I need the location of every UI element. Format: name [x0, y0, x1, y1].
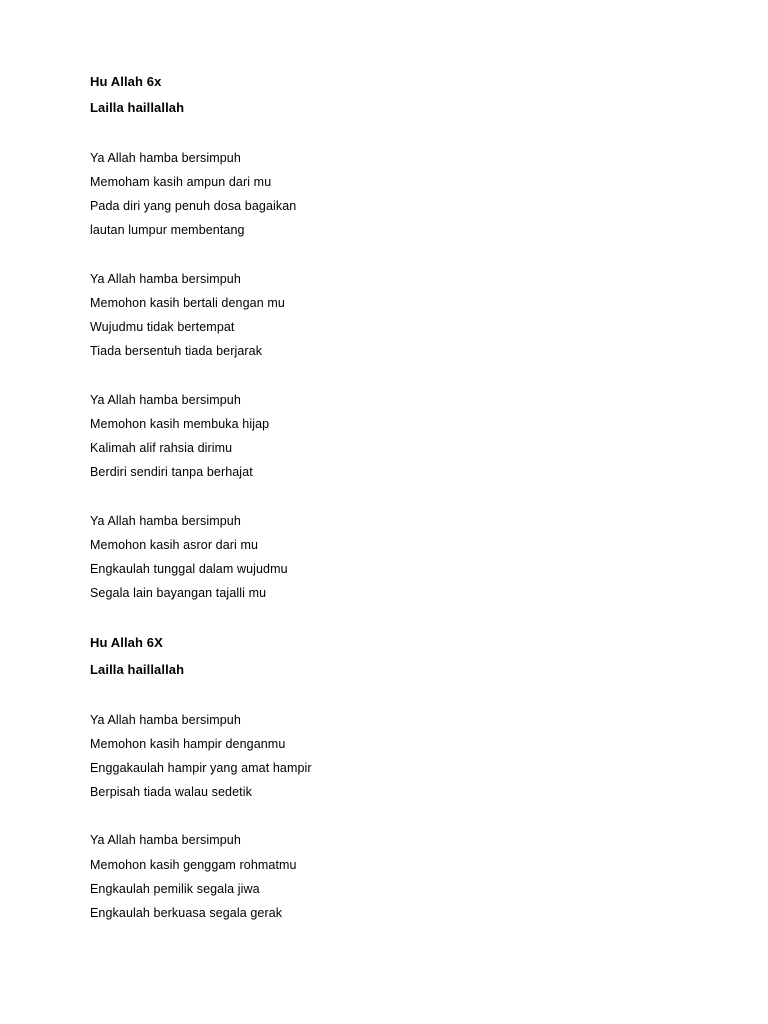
stanza-3-line-3: Kalimah alif rahsia dirimu — [90, 441, 233, 455]
stanza-5-line-2: Memohon kasih hampir denganmu — [90, 737, 286, 751]
stanza-6-line-1: Ya Allah hamba bersimpuh — [90, 833, 241, 847]
section-1-heading-1: Hu Allah 6x — [90, 74, 162, 89]
stanza-5-line-3: Enggakaulah hampir yang amat hampir — [90, 761, 312, 775]
stanza-3-line-4: Berdiri sendiri tanpa berhajat — [90, 465, 253, 479]
stanza-1-line-1: Ya Allah hamba bersimpuh — [90, 151, 241, 165]
stanza-2-line-4: Tiada bersentuh tiada berjarak — [90, 344, 263, 358]
stanza-4-line-3: Engkaulah tunggal dalam wujudmu — [90, 562, 288, 576]
stanza-4-line-2: Memohon kasih asror dari mu — [90, 538, 259, 552]
section-2-heading-2: Lailla haillallah — [90, 662, 185, 677]
section-1-heading-2: Lailla haillallah — [90, 100, 185, 115]
stanza-4-line-1: Ya Allah hamba bersimpuh — [90, 514, 241, 528]
stanza-6-line-3: Engkaulah pemilik segala jiwa — [90, 882, 260, 896]
stanza-6-line-2: Memohon kasih genggam rohmatmu — [90, 858, 297, 872]
stanza-3-line-2: Memohon kasih membuka hijap — [90, 417, 270, 431]
stanza-1-line-3: Pada diri yang penuh dosa bagaikan — [90, 199, 297, 213]
stanza-5-line-1: Ya Allah hamba bersimpuh — [90, 713, 241, 727]
section-2-heading-1: Hu Allah 6X — [90, 635, 163, 650]
stanza-2-line-2: Memohon kasih bertali dengan mu — [90, 296, 285, 310]
stanza-6-line-4: Engkaulah berkuasa segala gerak — [90, 906, 283, 920]
stanza-2-line-3: Wujudmu tidak bertempat — [90, 320, 235, 334]
stanza-1-line-2: Memoham kasih ampun dari mu — [90, 175, 272, 189]
stanza-2-line-1: Ya Allah hamba bersimpuh — [90, 272, 241, 286]
stanza-5-line-4: Berpisah tiada walau sedetik — [90, 785, 252, 799]
stanza-1-line-4: lautan lumpur membentang — [90, 223, 245, 237]
stanza-4-line-4: Segala lain bayangan tajalli mu — [90, 586, 267, 600]
stanza-3-line-1: Ya Allah hamba bersimpuh — [90, 393, 241, 407]
